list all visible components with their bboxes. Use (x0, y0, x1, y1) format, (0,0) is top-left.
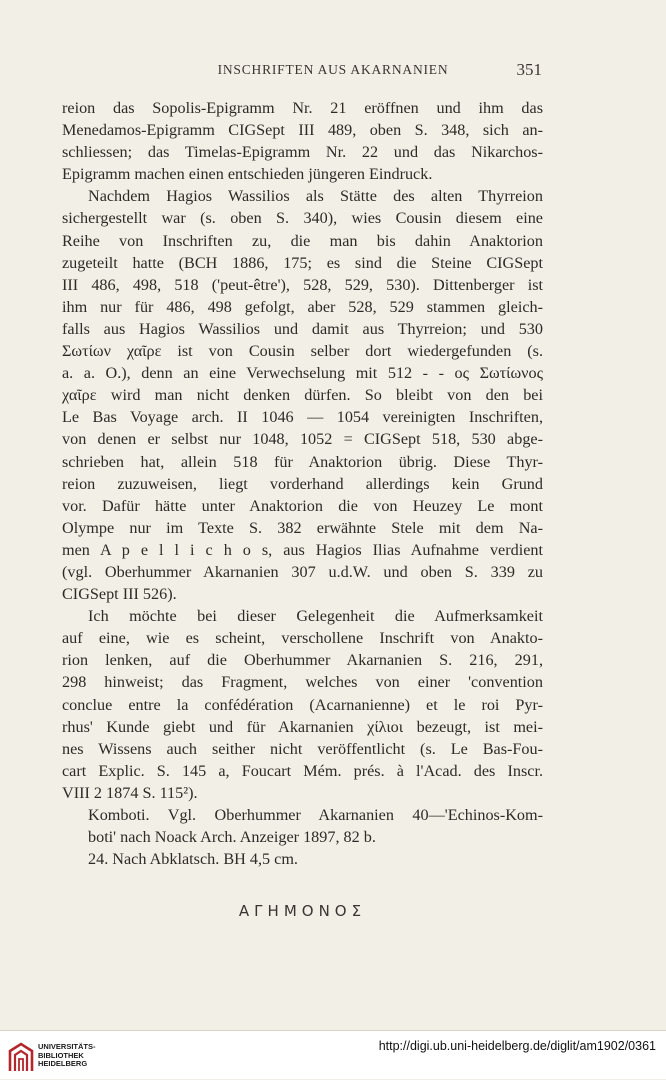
text-line: a. a. O.), denn an eine Verwechselung mit 512 - - ος Σωτίωνος (62, 364, 543, 383)
text-line: (vgl. Oberhummer Akarnanien 307 u.d.W. und oben S. 339 zu (62, 562, 543, 581)
page-header (0, 62, 666, 86)
text-line: ihm nur für 486, 498 gefolgt, aber 528, 529 stammen gleich- (62, 297, 543, 316)
library-name (38, 1043, 96, 1069)
text-line: CIGSept III 526). (62, 585, 177, 604)
running-head: INSCHRIFTEN AUS AKARNANIEN (217, 62, 449, 77)
text-line: Menedamos-Epigramm CIGSept III 489, oben S. 348, sich an- (62, 121, 543, 140)
text-line: Ich möchte bei dieser Gelegenheit die Aufmerksamkeit (88, 607, 543, 626)
text-line: vor. Dafür hätte unter Anaktorion die von Heuzey Le mont (62, 496, 543, 515)
text-line: falls aus Hagios Wassilios und damit aus Thyrreion; und 530 (62, 319, 543, 338)
source-url-link[interactable]: http://digi.ub.uni-heidelberg.de/diglit/am1902/0361 (378, 1039, 656, 1053)
text-line: schliessen; das Timelas-Epigramm Nr. 22 und das Nikarchos- (62, 143, 543, 162)
text-line: auf eine, wie es scheint, verschollene Inschrift von Anakto- (62, 629, 543, 648)
text-line: Reihe von Inschriften zu, die man bis dahin Anaktorion (62, 231, 543, 250)
library-name-line: UNIVERSITÄTS- (38, 1042, 96, 1051)
text-line: conclue entre la confédération (Acarnanienne) et le roi Pyr- (62, 695, 543, 714)
text-line: von denen er selbst nur 1048, 1052 = CIGSept 518, 530 abge- (62, 430, 543, 449)
body-text (62, 97, 543, 922)
text-line: Komboti. Vgl. Oberhummer Akarnanien 40—'Echinos-Kom- (88, 806, 543, 824)
text-line: Epigramm machen einen entschieden jüngeren Eindruck. (62, 165, 433, 184)
text-line: cart Explic. S. 145 a, Foucart Mém. prés. à l'Acad. des Inscr. (62, 761, 543, 780)
text-line: Le Bas Voyage arch. II 1046 — 1054 vereinigten Inschriften, (62, 408, 543, 427)
text-line: Σωτίων χαῖρε ist von Cousin selber dort wiedergefunden (s. (62, 342, 543, 361)
text-line: Olympe nur im Texte S. 382 erwähnte Stele mit dem Na- (62, 518, 543, 537)
text-line: nes Wissens auch seither nicht veröffentlicht (s. Le Bas-Fou- (62, 739, 543, 758)
text-line: rion lenken, auf die Oberhummer Akarnanien S. 216, 291, (62, 651, 543, 670)
text-line: 298 hinweist; das Fragment, welches von einer 'convention (62, 673, 543, 692)
library-logo-icon (6, 1041, 36, 1075)
text-line: rhus' Kunde giebt und für Akarnanien χίλιοι bezeugt, ist mei- (62, 717, 543, 736)
text-line: sichergestellt war (s. oben S. 340), wies Cousin diesem eine (62, 209, 543, 228)
text-line: χαῖρε wird man nicht denken dürfen. So bleibt von den bei (62, 386, 543, 405)
text-line: reion zuzuweisen, liegt vorderhand allerdings kein Grund (62, 474, 543, 493)
page-footer (0, 1031, 666, 1079)
text-line: 24. Nach Abklatsch. BH 4,5 cm. (88, 850, 298, 869)
inscription-text: ΑΓΗΜΟΝΟΣ (238, 902, 367, 921)
text-line: schrieben hat, allein 518 für Anaktorion übrig. Diese Thyr- (62, 452, 543, 471)
library-name-line: BIBLIOTHEK (38, 1050, 84, 1060)
text-line: zugeteilt hatte (BCH 1886, 175; es sind die Steine CIGSept (62, 253, 543, 272)
page-number: 351 (516, 60, 542, 79)
text-line: Nachdem Hagios Wassilios als Stätte des alten Thyrreion (88, 187, 543, 206)
library-name-line: HEIDELBERG (38, 1059, 88, 1068)
text-line: men A p e l l i c h o s, aus Hagios Ilias Aufnahme verdient (62, 540, 543, 559)
text-line: reion das Sopolis-Epigramm Nr. 21 eröffnen und ihm das (62, 99, 543, 117)
text-line: VIII 2 1874 S. 115²). (62, 783, 198, 802)
text-line: III 486, 498, 518 ('peut-être'), 528, 529, 530). Dittenberger ist (62, 275, 543, 294)
text-line: boti' nach Noack Arch. Anzeiger 1897, 82 b. (88, 828, 376, 847)
